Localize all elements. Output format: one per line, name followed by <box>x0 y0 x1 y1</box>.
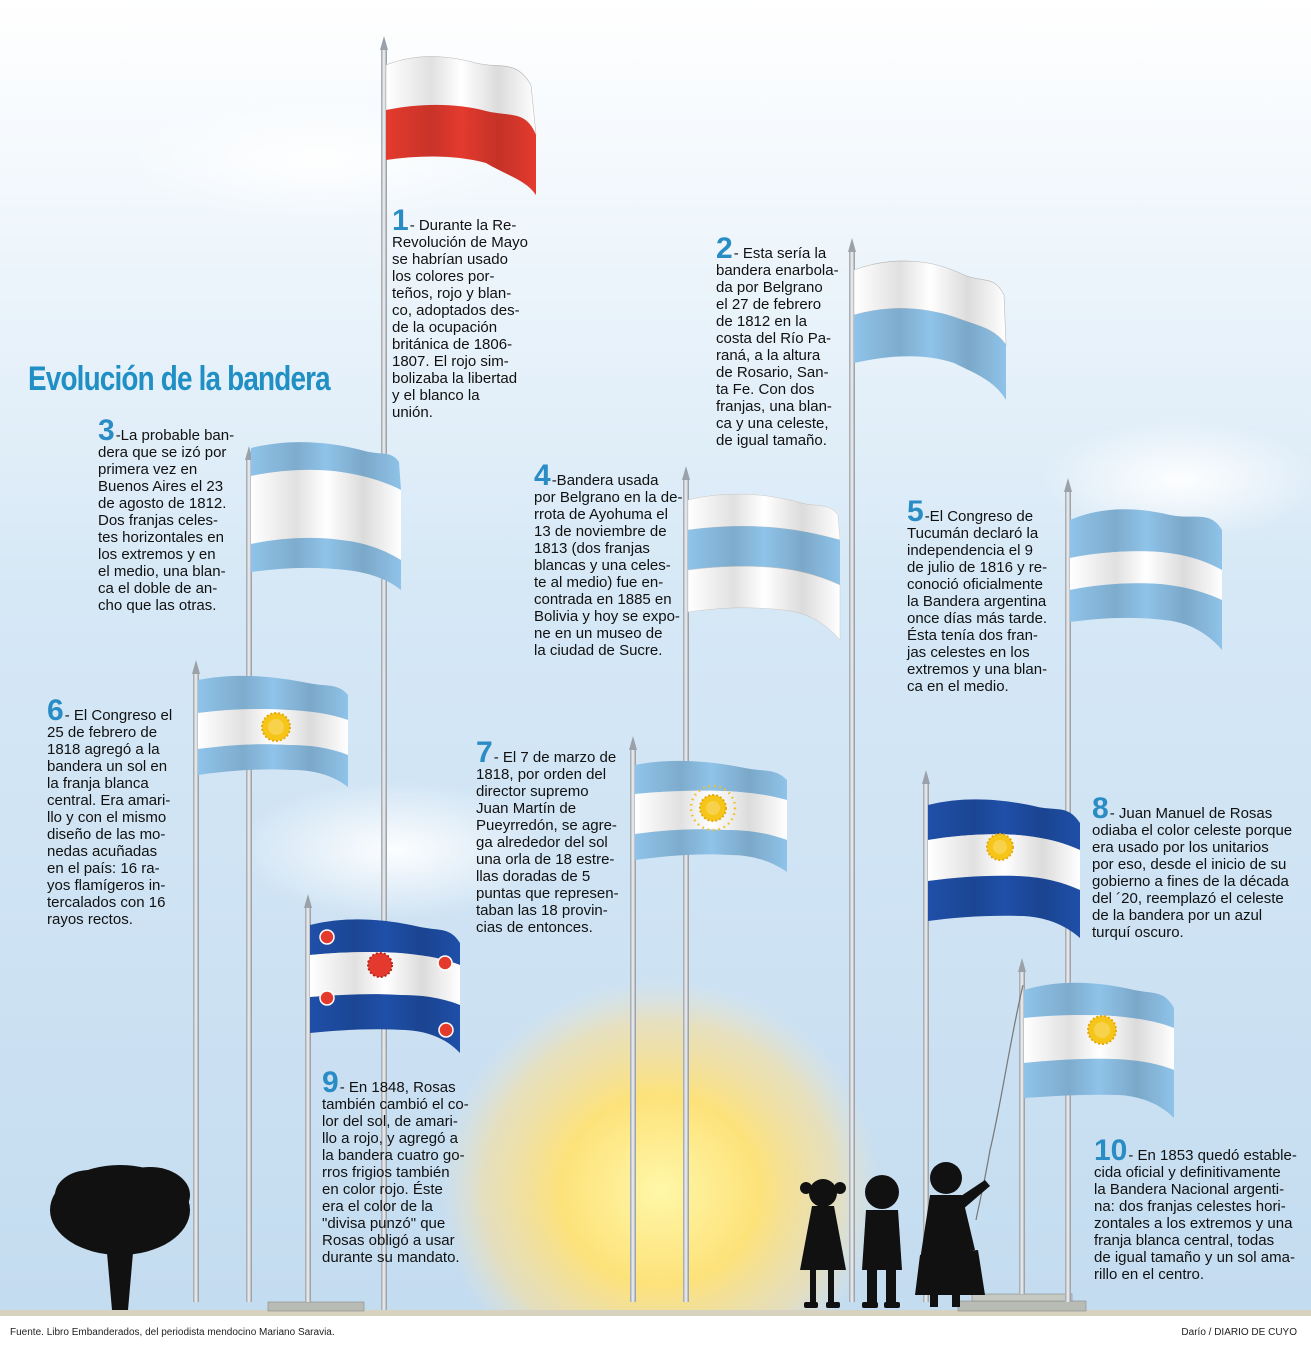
note-line: rrota de Ayohuma el <box>534 506 668 523</box>
note-line: tercalados con 16 <box>47 894 166 911</box>
note-line: costa del Río Pa- <box>716 330 832 347</box>
note-line: se habrían usado <box>392 251 508 268</box>
note-line: de igual tamaño. <box>716 432 827 449</box>
note-line: cho que las otras. <box>98 597 217 614</box>
pole-base <box>958 1301 1086 1311</box>
phrygian-cap-icon <box>320 991 334 1005</box>
note-line: bandera un sol en <box>47 758 168 775</box>
note-line: de Rosario, San- <box>716 364 829 381</box>
note-line: de la ocupación <box>392 319 498 336</box>
note-line: - Juan Manuel de Rosas <box>1109 805 1273 822</box>
note-line: rros frigios también <box>322 1164 450 1181</box>
note-line: gobierno a fines de la década <box>1092 873 1289 890</box>
pole-base <box>268 1302 364 1311</box>
note-line: ta Fe. Con dos <box>716 381 815 398</box>
flagpole-2 <box>849 250 855 1302</box>
note-line: teños, rojo y blan- <box>392 285 512 302</box>
note-line: por eso, desde el inicio de su <box>1092 856 1287 873</box>
note-line: tes horizontales en <box>98 529 224 546</box>
note-line: 1818, por orden del <box>476 766 607 783</box>
phrygian-cap-icon <box>320 930 334 944</box>
red-sun-icon <box>368 953 392 977</box>
note-line: turquí oscuro. <box>1092 924 1184 941</box>
note-line: director supremo <box>476 783 589 800</box>
author-credit: Darío / DIARIO DE CUYO <box>1181 1327 1297 1338</box>
note-line: la ciudad de Sucre. <box>534 642 663 659</box>
note-line: blancas y una celes- <box>534 557 671 574</box>
note-line: 1807. El rojo sim- <box>392 353 509 370</box>
note-line: jas celestes en los <box>907 644 1030 661</box>
note-8 <box>1092 792 1293 941</box>
note-line: bandera enarbola- <box>716 262 839 279</box>
note-line: contrada en 1885 en <box>534 591 672 608</box>
note-line: ca en el medio. <box>907 678 1009 695</box>
note-line: llas doradas de 5 <box>476 868 591 885</box>
note-line: era usado por los unitarios <box>1092 839 1269 856</box>
note-line: central. Era amari- <box>47 792 171 809</box>
note-line: la Bandera argentina <box>907 593 1047 610</box>
note-line: de igual tamaño y un sol ama- <box>1094 1249 1295 1266</box>
note-line: franja blanca central, todas <box>1094 1232 1275 1249</box>
note-number: 5 <box>907 495 924 528</box>
note-line: y el blanco la <box>392 387 480 404</box>
note-line: 25 de febrero de <box>47 724 158 741</box>
note-5 <box>907 495 1048 695</box>
note-line: extremos y una blan- <box>907 661 1048 678</box>
note-number: 3 <box>98 414 115 447</box>
page-title: Evolución de la bandera <box>28 360 330 398</box>
note-line: zontales a los extremos y una <box>1094 1215 1293 1232</box>
note-number: 2 <box>716 232 733 265</box>
note-line: 13 de noviembre de <box>534 523 667 540</box>
note-line: ne en un museo de <box>534 625 663 642</box>
note-number: 10 <box>1094 1134 1128 1167</box>
note-line: puntas que represen- <box>476 885 619 902</box>
note-line: era el color de la <box>322 1198 433 1215</box>
note-line: la bandera cuatro go- <box>322 1147 465 1164</box>
note-line: durante su mandato. <box>322 1249 460 1266</box>
note-3 <box>98 414 235 614</box>
flagpole-3 <box>246 458 252 1302</box>
note-line: de la bandera por un azul <box>1092 907 1263 924</box>
note-line: unión. <box>392 404 433 421</box>
note-line: por Belgrano en la de- <box>534 489 683 506</box>
note-6 <box>47 694 173 928</box>
note-line: nedas acuñadas <box>47 843 158 860</box>
note-line: franjas, una blan- <box>716 398 832 415</box>
flag-3 <box>251 442 401 590</box>
pole-base <box>972 1294 1072 1301</box>
note-line: Dos franjas celes- <box>98 512 219 529</box>
note-line: lor del sol, de amari- <box>322 1113 458 1130</box>
note-line: los colores por- <box>392 268 495 285</box>
note-number: 1 <box>392 204 409 237</box>
note-line: de 1812 en la <box>716 313 807 330</box>
note-line: 1818 agregó a la <box>47 741 160 758</box>
note-line: dera que se izó por <box>98 444 227 461</box>
source-credit: Fuente. Libro Embanderados, del periodista mendocino Mariano Saravia. <box>10 1327 335 1338</box>
note-line: ca el doble de an- <box>98 580 218 597</box>
note-line: odiaba el color celeste porque <box>1092 822 1293 839</box>
note-line: cida oficial y definitivamente <box>1094 1164 1281 1181</box>
note-line: rillo en el centro. <box>1094 1266 1205 1283</box>
note-line: Ésta tenía dos fran- <box>907 627 1038 644</box>
note-line: diseño de las mo- <box>47 826 166 843</box>
note-9 <box>322 1066 469 1266</box>
note-number: 7 <box>476 736 493 769</box>
note-line: conoció oficialmente <box>907 576 1043 593</box>
note-line: raná, a la altura <box>716 347 821 364</box>
note-line: llo y con el mismo <box>47 809 167 826</box>
note-line: primera vez en <box>98 461 198 478</box>
phrygian-cap-icon <box>439 1023 453 1037</box>
note-line: Bolivia y hoy se expo- <box>534 608 680 625</box>
note-line: -La probable ban- <box>115 427 235 444</box>
note-line: - En 1853 quedó estable- <box>1128 1147 1297 1164</box>
note-7 <box>476 736 619 936</box>
note-line: 1813 (dos franjas <box>534 540 650 557</box>
note-4 <box>534 459 683 659</box>
note-number: 6 <box>47 694 64 727</box>
note-line: Pueyrredón, se agre- <box>476 817 617 834</box>
note-line: "divisa punzó" que <box>322 1215 446 1232</box>
note-line: llo a rojo, y agregó a <box>322 1130 458 1147</box>
note-line: - En 1848, Rosas <box>339 1079 456 1096</box>
note-line: ga alrededor del sol <box>476 834 608 851</box>
note-number: 9 <box>322 1066 339 1099</box>
note-line: británica de 1806- <box>392 336 513 353</box>
note-line: once días más tarde. <box>907 610 1048 627</box>
note-line: co, adoptados des- <box>392 302 520 319</box>
note-line: yos flamígeros in- <box>47 877 166 894</box>
note-line: en color rojo. Éste <box>322 1181 443 1198</box>
note-line: también cambió el co- <box>322 1096 469 1113</box>
note-line: el 27 de febrero <box>716 296 822 313</box>
note-line: una orla de 18 estre- <box>476 851 615 868</box>
note-line: ca y una celeste, <box>716 415 829 432</box>
note-line: de julio de 1816 y re- <box>907 559 1048 576</box>
note-line: de agosto de 1812. <box>98 495 227 512</box>
note-line: el medio, una blan- <box>98 563 226 580</box>
ground-line <box>0 1310 1311 1316</box>
note-line: Buenos Aires el 23 <box>98 478 224 495</box>
note-number: 8 <box>1092 792 1109 825</box>
note-line: la franja blanca <box>47 775 149 792</box>
note-line: bolizaba la libertad <box>392 370 518 387</box>
note-line: del ´20, reemplazó el celeste <box>1092 890 1284 907</box>
note-line: independencia el 9 <box>907 542 1033 559</box>
note-line: rayos rectos. <box>47 911 133 928</box>
note-line: en el país: 16 ra- <box>47 860 160 877</box>
note-line: taban las 18 provin- <box>476 902 608 919</box>
note-1 <box>392 204 528 421</box>
note-line: la Bandera Nacional argenti- <box>1094 1181 1285 1198</box>
note-line: -El Congreso de <box>924 508 1034 525</box>
note-line: - Durante la Re- <box>409 217 517 234</box>
phrygian-cap-icon <box>438 956 452 970</box>
note-line: Juan Martín de <box>476 800 577 817</box>
note-line: - El Congreso el <box>64 707 173 724</box>
note-2 <box>716 232 839 449</box>
note-number: 4 <box>534 459 551 492</box>
note-line: - El 7 de marzo de <box>493 749 617 766</box>
note-line: na: dos franjas celestes hori- <box>1094 1198 1286 1215</box>
note-line: da por Belgrano <box>716 279 823 296</box>
note-line: los extremos y en <box>98 546 216 563</box>
note-line: -Bandera usada <box>551 472 659 489</box>
note-line: Rosas obligó a usar <box>322 1232 455 1249</box>
note-line: Tucumán declaró la <box>907 525 1039 542</box>
note-10 <box>1094 1134 1297 1283</box>
note-line: - Esta sería la <box>733 245 827 262</box>
note-line: Revolución de Mayo <box>392 234 528 251</box>
note-line: cias de entonces. <box>476 919 593 936</box>
note-line: te al medio) fue en- <box>534 574 664 591</box>
